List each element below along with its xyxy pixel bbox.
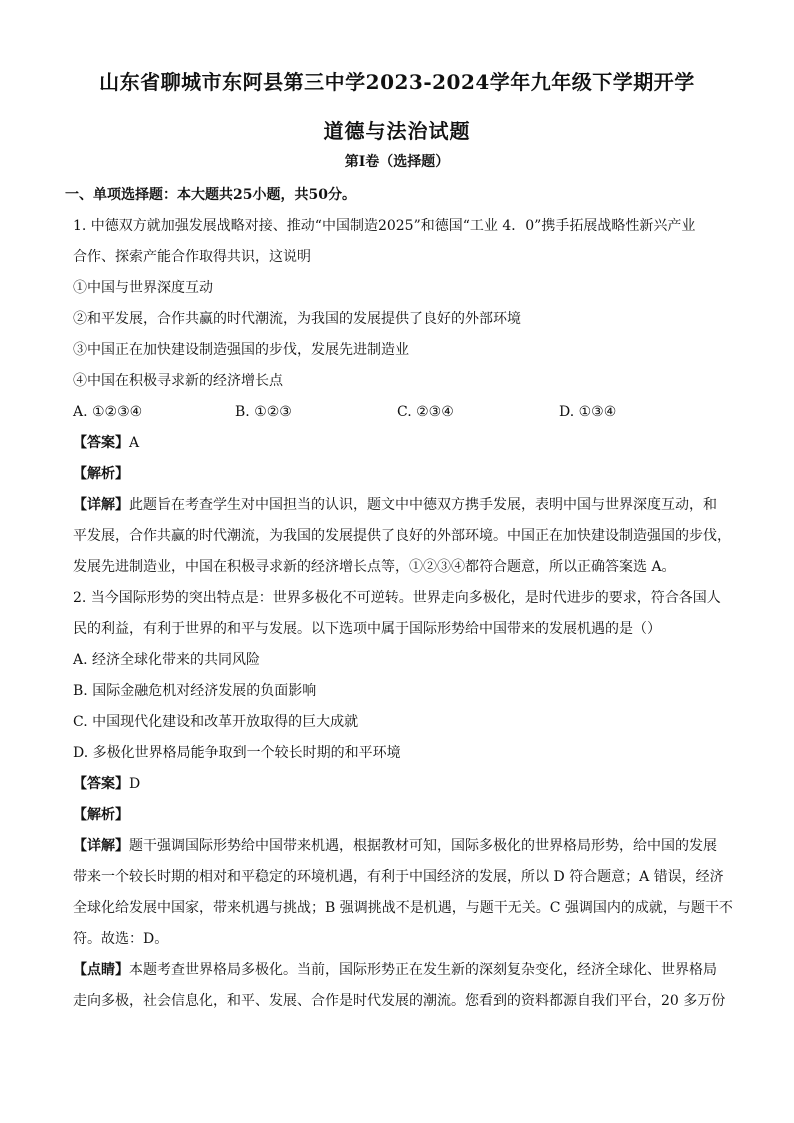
answer-tag: 【答案】 xyxy=(73,435,129,451)
option-d: D. ①③④ xyxy=(559,404,617,420)
section-title: 第Ⅰ卷（选择题） xyxy=(344,154,450,170)
point-line xyxy=(73,955,721,986)
answer-line xyxy=(73,428,721,459)
analysis-tag: 【解析】 xyxy=(73,807,129,823)
option-d: D. 多极化世界格局能争取到一个较长时期的和平环境 xyxy=(73,745,401,761)
point-text: 本题考查世界格局多极化。当前，国际形势正在发生新的深刻复杂变化，经济全球化、世界格局 xyxy=(129,962,717,978)
option-c: C. 中国现代化建设和改革开放取得的巨大成就 xyxy=(73,714,359,730)
question-stem-line: 1. 中德双方就加强发展战略对接、推动“中国制造2025”和德国“工业 4．0”携手拓展战略性新兴产业 xyxy=(73,218,696,234)
question-2 xyxy=(73,583,733,1017)
question-stem-line: 合作、探索产能合作取得共识，这说明 xyxy=(73,249,311,265)
answer-value: A xyxy=(129,435,140,451)
question-1 xyxy=(73,211,731,583)
question-stem-line: 2. 当今国际形势的突出特点是：世界多极化不可逆转。世界走向多极化，是时代进步的要求，符合各国人 xyxy=(73,590,721,606)
statement-item: ④中国在积极寻求新的经济增长点 xyxy=(73,373,283,389)
analysis-tag: 【解析】 xyxy=(73,466,129,482)
exam-body xyxy=(65,180,733,1017)
answer-value: D xyxy=(129,776,141,792)
part-heading: 一、单项选择题：本大题共25小题，共50分。 xyxy=(65,187,356,203)
question-stem-line: 民的利益，有利于世界的和平与发展。以下选项中属于国际形势给中国带来的发展机遇的是（） xyxy=(73,621,661,637)
option-a: A. 经济全球化带来的共同风险 xyxy=(73,652,261,668)
detail-line: 带来一个较长时期的相对和平稳定的环境机遇，有利于中国经济的发展，所以 D 符合题意；A 错误，经济 xyxy=(73,869,724,885)
detail-tag: 【详解】 xyxy=(73,838,129,854)
detail-text: 此题旨在考查学生对中国担当的认识，题文中中德双方携手发展，表明中国与世界深度互动，和 xyxy=(129,497,717,513)
detail-text: 题干强调国际形势给中国带来机遇，根据教材可知，国际多极化的世界格局形势，给中国的发展 xyxy=(129,838,717,854)
detail-tag: 【详解】 xyxy=(73,497,129,513)
detail-line: 平发展，合作共赢的时代潮流，为我国的发展提供了良好的外部环境。中国正在加快建设制造强国的步伐， xyxy=(73,528,731,544)
detail-line: 发展先进制造业，中国在积极寻求新的经济增长点等，①②③④都符合题意，所以正确答案选 A。 xyxy=(73,559,676,575)
detail-line xyxy=(73,831,721,862)
answer-line xyxy=(73,769,721,800)
exam-title-line2: 道德与法治试题 xyxy=(323,119,471,143)
point-tag: 【点睛】 xyxy=(73,962,129,978)
detail-line: 符。故选：D。 xyxy=(73,931,169,947)
statement-item: ③中国正在加快建设制造强国的步伐，发展先进制造业 xyxy=(73,342,409,358)
option-c: C. ②③④ xyxy=(397,404,454,420)
options-row xyxy=(73,397,721,428)
exam-title-line1: 山东省聊城市东阿县第三中学2023-2024学年九年级下学期开学 xyxy=(99,70,695,94)
detail-line: 全球化给发展中国家，带来机遇与挑战；B 强调挑战不是机遇，与题干无关。C 强调国内的成就，与题干不 xyxy=(73,900,733,916)
option-a: A. ①②③④ xyxy=(73,404,143,420)
statement-item: ①中国与世界深度互动 xyxy=(73,280,213,296)
statement-item: ②和平发展，合作共赢的时代潮流，为我国的发展提供了良好的外部环境 xyxy=(73,311,521,327)
point-line: 走向多极，社会信息化，和平、发展、合作是时代发展的潮流。您看到的资料都源自我们平台，20 多万份 xyxy=(73,993,726,1009)
detail-line xyxy=(73,490,721,521)
answer-tag: 【答案】 xyxy=(73,776,129,792)
option-b: B. 国际金融危机对经济发展的负面影响 xyxy=(73,683,317,699)
option-b: B. ①②③ xyxy=(235,404,292,420)
